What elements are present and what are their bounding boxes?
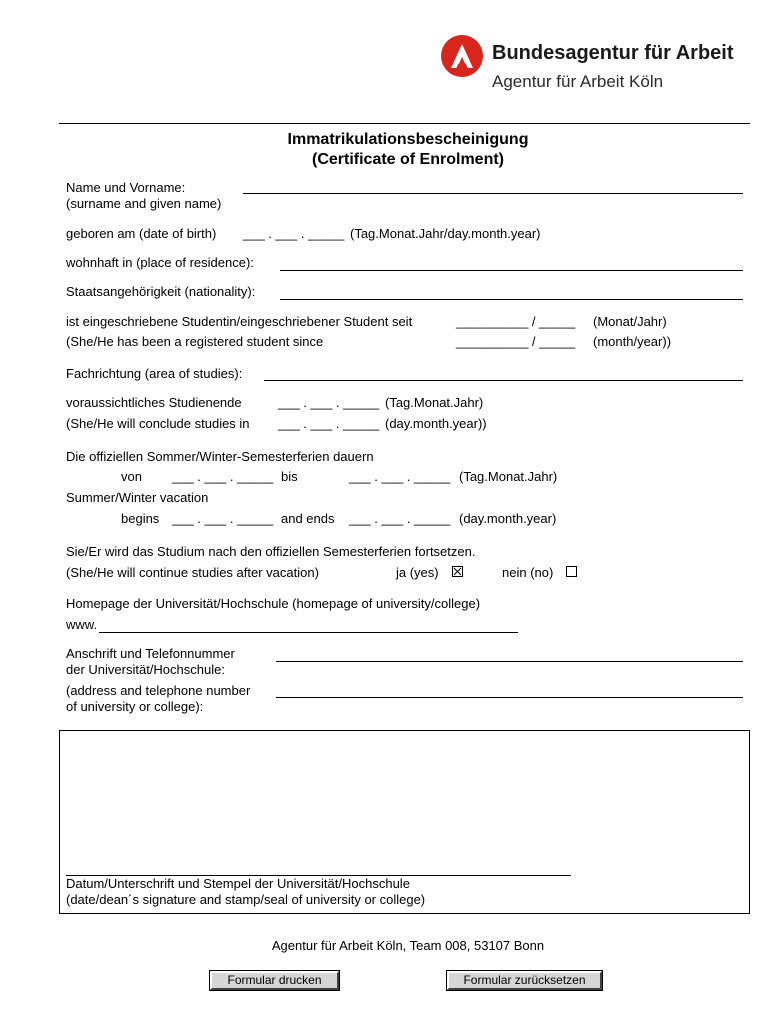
vacation-heading-en: Summer/Winter vacation: [66, 490, 209, 505]
yes-label: ja (yes): [396, 565, 439, 580]
enrolled-date-field[interactable]: __________ / _____: [456, 314, 576, 329]
page-title: Immatrikulationsbescheinigung: [287, 131, 529, 148]
no-label: nein (no): [502, 565, 554, 580]
conclude-label-en: (She/He will conclude studies in: [66, 416, 250, 431]
address-label-2: der Universität/Hochschule:: [66, 662, 225, 677]
vacation-ends-field[interactable]: ___ . ___ . _____: [349, 511, 451, 526]
print-form-button[interactable]: Formular drucken: [210, 971, 339, 990]
address-label-en-1: (address and telephone number: [66, 683, 251, 698]
vacation-from-field[interactable]: ___ . ___ . _____: [172, 469, 274, 484]
org-name: Bundesagentur für Arbeit: [492, 42, 734, 64]
signature-label-en: (date/dean´s signature and stamp/seal of university or college): [66, 892, 426, 907]
address-field[interactable]: [276, 661, 743, 662]
field-of-study-field[interactable]: [264, 380, 743, 381]
enrolled-label: ist eingeschriebene Studentin/eingeschriebener Student seit: [66, 314, 413, 329]
birth-date-hint: (Tag.Monat.Jahr/day.month.year): [350, 226, 541, 241]
name-label-en: (surname and given name): [66, 196, 222, 211]
no-checkbox[interactable]: [566, 566, 577, 577]
www-prefix: www.: [66, 617, 98, 632]
conclude-hint-de: (Tag.Monat.Jahr): [385, 395, 484, 410]
residence-label: wohnhaft in (place of residence):: [66, 255, 254, 270]
vacation-begins-field[interactable]: ___ . ___ . _____: [172, 511, 274, 526]
conclude-date-field[interactable]: ___ . ___ . _____: [278, 395, 380, 410]
vacation-to-label: bis: [281, 469, 298, 484]
continue-question: Sie/Er wird das Studium nach den offiziellen Semesterferien fortsetzen.: [66, 544, 476, 559]
yes-checkbox[interactable]: [452, 566, 463, 577]
address-label-en-2: of university or college):: [66, 699, 204, 714]
page-subtitle: (Certificate of Enrolment): [311, 151, 504, 168]
header-divider: [59, 123, 750, 124]
vacation-begins-label: begins: [121, 511, 160, 526]
enrolled-hint-de: (Monat/Jahr): [593, 314, 667, 329]
field-of-study-label: Fachrichtung (area of studies):: [66, 366, 243, 381]
enrolled-date-field-en[interactable]: __________ / _____: [456, 334, 576, 349]
vacation-ends-label: and ends: [281, 511, 335, 526]
birth-label: geboren am (date of birth): [66, 226, 217, 241]
enrolled-label-en: (She/He has been a registered student since: [66, 334, 324, 349]
enrolled-hint-en: (month/year)): [593, 334, 672, 349]
vacation-to-field[interactable]: ___ . ___ . _____: [349, 469, 451, 484]
name-field[interactable]: [243, 193, 743, 194]
address-label-1: Anschrift und Telefonnummer: [66, 646, 235, 661]
conclude-hint-en: (day.month.year)): [385, 416, 487, 431]
vacation-heading: Die offiziellen Sommer/Winter-Semesterferien dauern: [66, 449, 374, 464]
office-name: Agentur für Arbeit Köln: [492, 72, 664, 91]
conclude-date-field-en[interactable]: ___ . ___ . _____: [278, 416, 380, 431]
vacation-from-label: von: [121, 469, 142, 484]
homepage-field[interactable]: [99, 632, 518, 633]
signature-label: Datum/Unterschrift und Stempel der Universität/Hochschule: [66, 876, 410, 891]
nationality-field[interactable]: [280, 299, 743, 300]
birth-date-field[interactable]: ___ . ___ . _____: [243, 226, 345, 241]
vacation-hint-de: (Tag.Monat.Jahr): [459, 469, 558, 484]
conclude-label: voraussichtliches Studienende: [66, 395, 242, 410]
ba-logo-icon: [441, 35, 483, 77]
reset-form-button[interactable]: Formular zurücksetzen: [447, 971, 602, 990]
residence-field[interactable]: [280, 270, 743, 271]
homepage-label: Homepage der Universität/Hochschule (homepage of university/college): [66, 596, 481, 611]
checkmark-x-icon: [452, 566, 463, 577]
name-label: Name und Vorname:: [66, 180, 186, 195]
footer-address: Agentur für Arbeit Köln, Team 008, 53107 Bonn: [271, 938, 545, 953]
continue-question-en: (She/He will continue studies after vacation): [66, 565, 319, 580]
nationality-label: Staatsangehörigkeit (nationality):: [66, 284, 256, 299]
phone-field[interactable]: [276, 697, 743, 698]
vacation-hint-en: (day.month.year): [459, 511, 557, 526]
